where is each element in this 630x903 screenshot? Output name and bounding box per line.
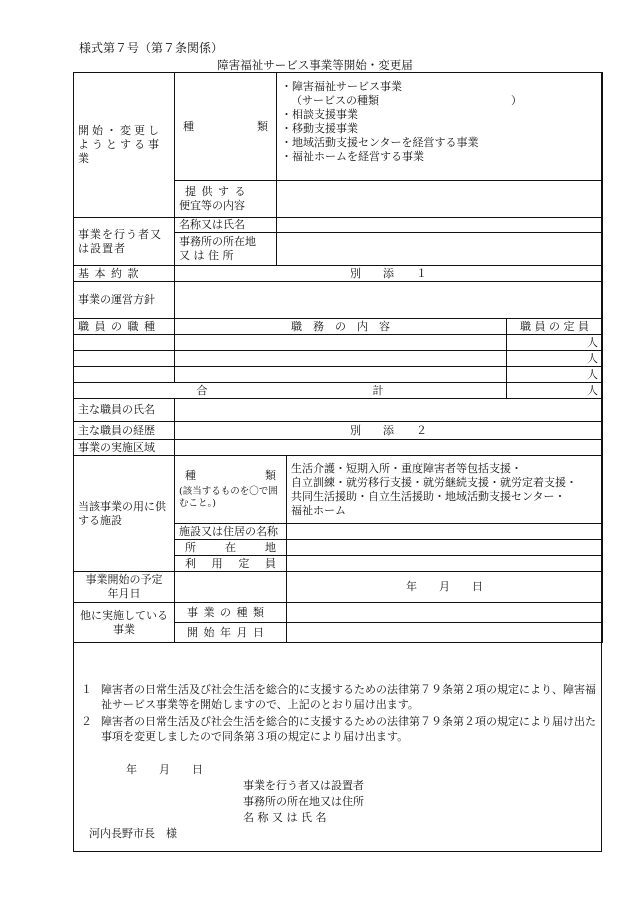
duty-header: 職 務 の 内 容: [175, 319, 507, 335]
staff-quota-cell[interactable]: 人: [507, 335, 603, 351]
facility-type-label-text: 種 類: [185, 469, 276, 482]
signature-operator-label: 事業を行う者又は設置者: [243, 779, 364, 792]
office-address-label-line2: 又 は 住 所: [179, 249, 234, 262]
facility-type-item: 生活介護・短期入所・重度障害者等包括支援・: [291, 461, 522, 475]
business-type-item: ・障害福祉サービス事業: [281, 80, 402, 93]
operator-name-label: 名称又は氏名: [175, 218, 277, 233]
facility-type-item: 共同生活援助・自立生活援助・地域活動支援センター・: [291, 489, 566, 503]
signature-name-label: 名 称 又 は 氏 名: [243, 811, 327, 824]
business-label: 開始・変更しようとする事業: [74, 73, 175, 218]
facility-type-item: 自立訓練・就労移行支援・就労継続支援・就労定着支援・: [291, 475, 577, 489]
other-business-start-label: 開 始 年 月 日: [175, 623, 287, 643]
operating-policy-label: 事業の運営方針: [74, 282, 175, 319]
note-2: [79, 714, 599, 744]
other-business-type-label: 事 業 の 種 類: [175, 603, 287, 623]
form-number: 様式第７号（第７条関係）: [79, 41, 224, 55]
staff-quota-header: 職 員 の 定 員: [507, 319, 603, 335]
business-type-item: （サービスの種類 ）: [291, 94, 522, 107]
facility-type-item: 福祉ホーム: [291, 503, 346, 517]
note-2-number: ２: [81, 715, 92, 728]
facility-location-label: 所 在 地: [175, 540, 287, 556]
note-2-text: 障害者の日常生活及び社会生活を総合的に支援するための法律第７９条第２項の規定により届け出た事項を変更しましたので同条第３項の規定により届け出ます。: [101, 715, 596, 743]
facility-label: 当該事業の用に供する施設: [74, 456, 175, 572]
main-staff-name-label: 主な職員の氏名: [74, 399, 175, 422]
total-label: 合 計: [74, 383, 507, 399]
staff-quota-cell[interactable]: 人: [507, 351, 603, 367]
service-area-label: 事業の実施区域: [74, 440, 175, 456]
signature-office-label: 事務所の所在地又は住所: [243, 795, 364, 808]
convenience-label-line2: 便宜等の内容: [179, 199, 245, 212]
total-quota-cell[interactable]: 人: [507, 383, 603, 399]
business-type-item: ・地域活動支援センターを経営する事業: [281, 136, 479, 149]
business-type-item: ・移動支援事業: [281, 122, 358, 135]
planned-start-label-line1: 事業開始の予定: [85, 573, 163, 586]
basic-contract-label: 基 本 約 款: [74, 266, 175, 282]
planned-start-label-line2: 年月日: [107, 587, 141, 600]
facility-capacity-label: 利 用 定 員: [175, 556, 287, 572]
operator-label: 事業を行う者又は設置者: [74, 218, 175, 266]
planned-start-date-field[interactable]: 年 月 日: [287, 572, 603, 603]
facility-name-label: 施設又は住居の名称: [175, 524, 287, 540]
notes-section: [79, 682, 599, 746]
main-staff-history-label: 主な職員の経歴: [74, 422, 175, 440]
other-business-label: 他に実施している事業: [74, 603, 175, 643]
business-type-item: ・福祉ホームを経営する事業: [281, 150, 424, 163]
basic-contract-value: 別 添 １: [175, 266, 603, 282]
form-title: 障害福祉サービス事業等開始・変更届: [217, 58, 413, 72]
office-address-label-line1: 事務所の所在地: [179, 235, 256, 248]
main-staff-history-value: 別 添 ２: [175, 422, 603, 440]
staff-quota-cell[interactable]: 人: [507, 367, 603, 383]
note-1-text: 障害者の日常生活及び社会生活を総合的に支援するための法律第７９条第２項の規定により、障害福祉サービス事業等を開始しますので、上記のとおり届け出ます。: [101, 683, 596, 711]
business-type-item: ・相談支援事業: [281, 108, 358, 121]
facility-type-note: (該当するものを〇で囲むこと。): [179, 486, 278, 509]
note-1-number: １: [81, 683, 92, 696]
business-type-label: 種 類: [175, 73, 277, 181]
staff-position-header: 職 員 の 職 種: [74, 319, 175, 335]
note-1: [79, 682, 599, 712]
signature-date[interactable]: 年 月 日: [126, 763, 203, 776]
convenience-label-line1: 提 供 す る: [185, 185, 247, 198]
addressee: 河内長野市長 様: [89, 827, 177, 840]
